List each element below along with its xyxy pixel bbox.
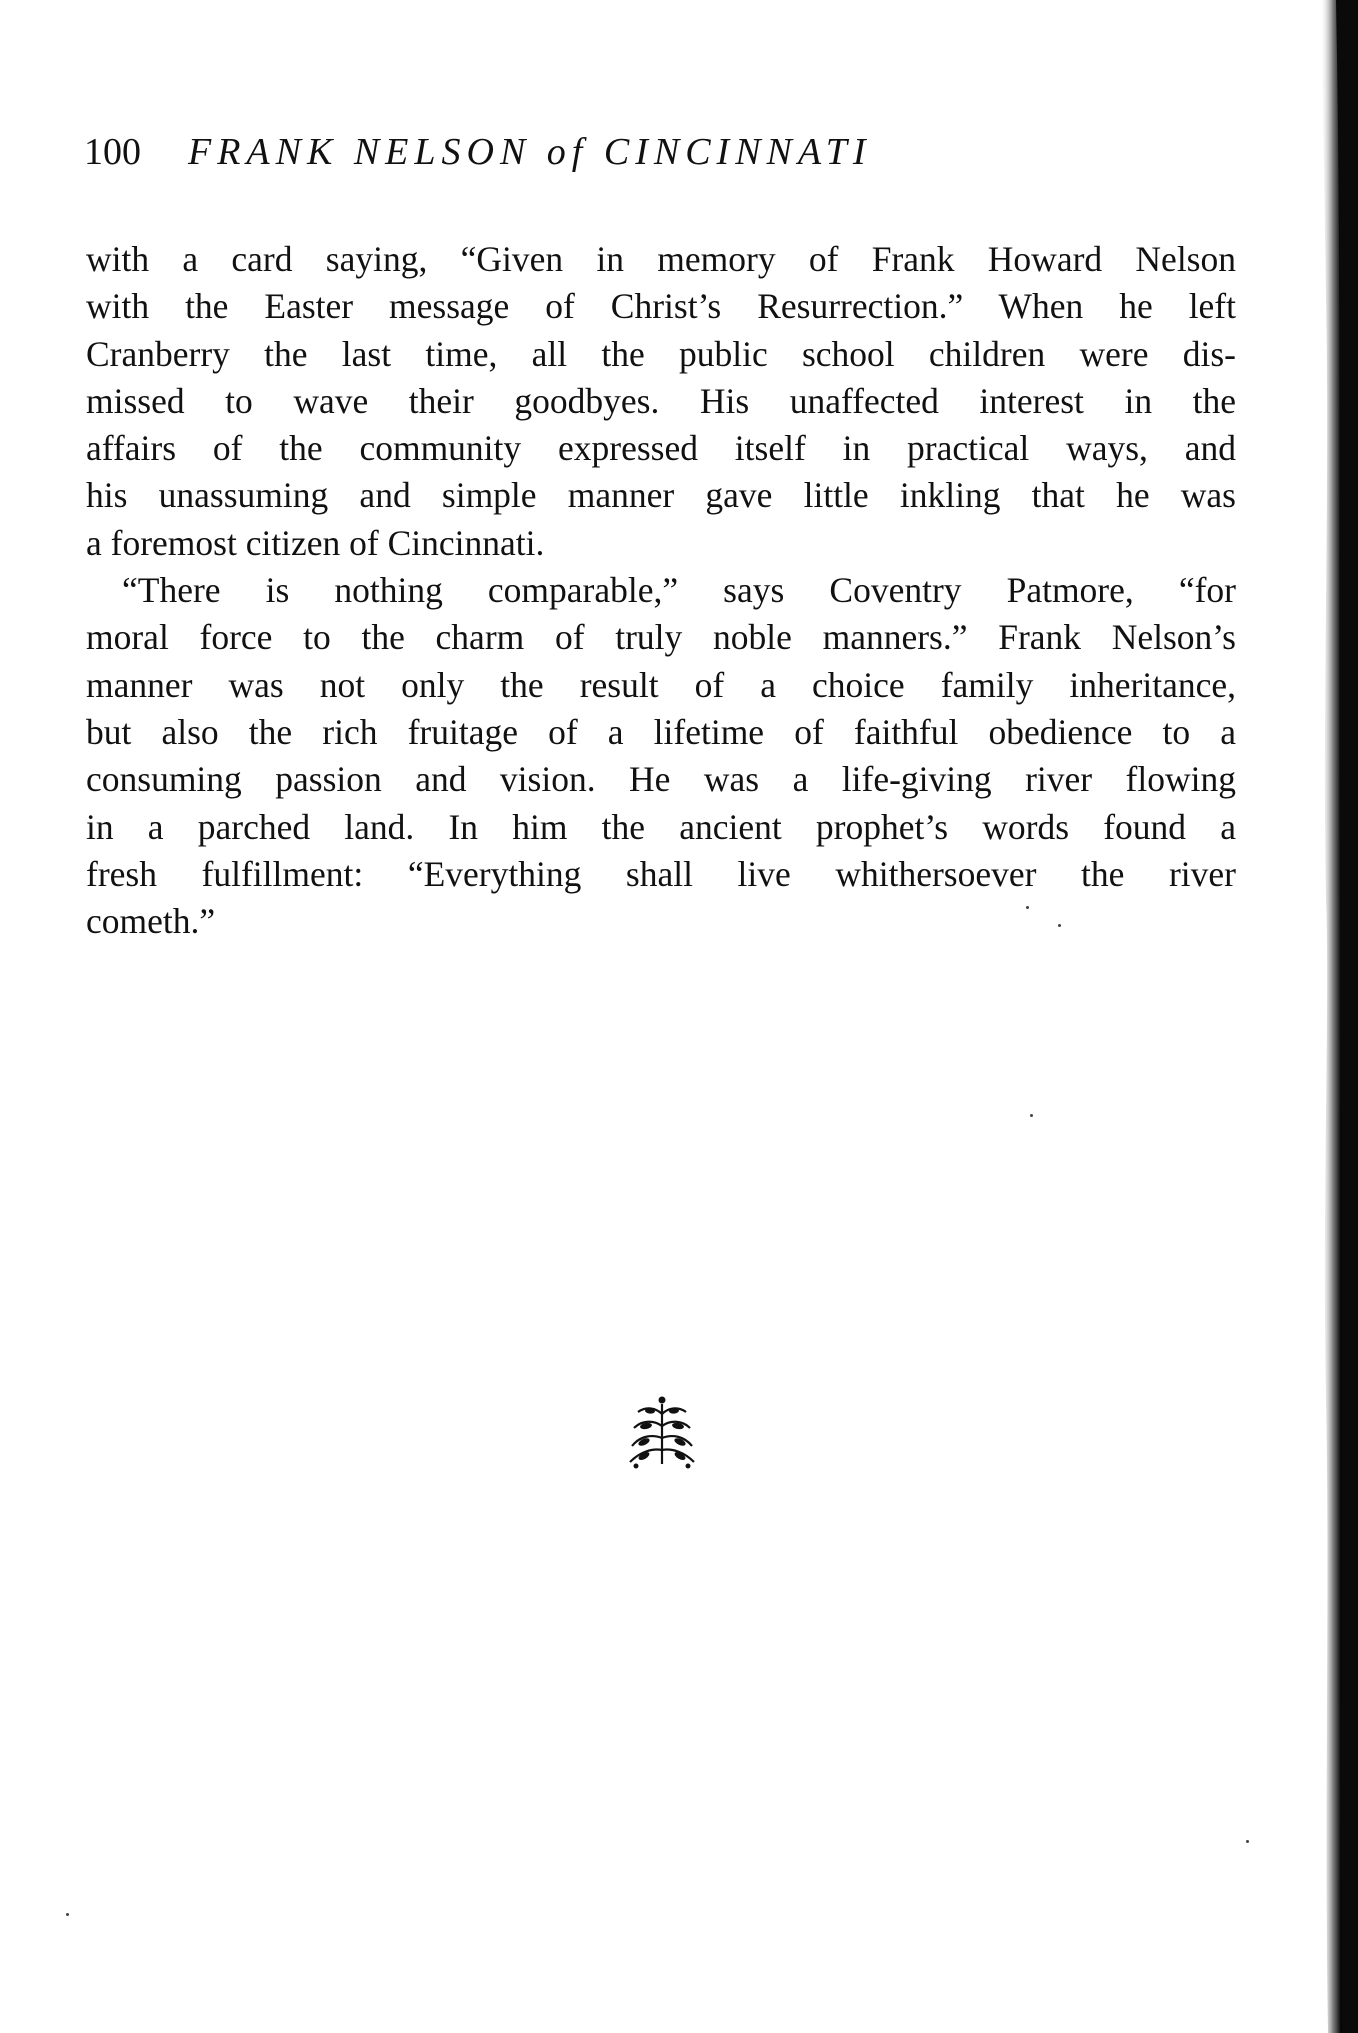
text-line: missed to wave their goodbyes. His unaffected interest in the — [86, 380, 1236, 421]
book-title: FRANK NELSON of CINCINNATI — [188, 131, 872, 173]
text-line: in a parched land. In him the ancient prophet’s words found a — [86, 806, 1236, 847]
paper-speck — [1246, 1840, 1249, 1843]
body-text — [86, 236, 1236, 945]
paper-speck — [1058, 924, 1061, 927]
text-line: manner was not only the result of a choice family inheritance, — [86, 664, 1236, 705]
binding-shadow — [1280, 0, 1358, 2033]
text-line: “There is nothing comparable,” says Coventry Patmore, “for — [122, 570, 1236, 611]
paper-speck — [1026, 906, 1029, 909]
text-line: affairs of the community expressed itself in practical ways, and — [86, 428, 1236, 469]
text-line: cometh.” — [86, 901, 216, 942]
paper-speck — [66, 1913, 69, 1916]
text-line: but also the rich fruitage of a lifetime of faithful obedience to a — [86, 711, 1236, 752]
running-head — [84, 122, 1184, 182]
text-line: consuming passion and vision. He was a life-giving river flowing — [86, 759, 1236, 800]
text-line: his unassuming and simple manner gave little inkling that he was — [86, 475, 1236, 516]
text-line: a foremost citizen of Cincinnati. — [86, 522, 545, 563]
page-number: 100 — [84, 131, 141, 173]
text-line: fresh fulfillment: “Everything shall live whithersoever the river — [86, 853, 1236, 894]
paper-speck — [1030, 1114, 1033, 1117]
text-line: Cranberry the last time, all the public school children were dis- — [86, 333, 1236, 374]
text-line: with a card saying, “Given in memory of Frank Howard Nelson — [86, 239, 1236, 279]
text-line: moral force to the charm of truly noble manners.” Frank Nelson’s — [86, 617, 1236, 658]
text-line: with the Easter message of Christ’s Resurrection.” When he left — [86, 286, 1236, 327]
leaf-ornament-icon — [622, 1390, 702, 1470]
